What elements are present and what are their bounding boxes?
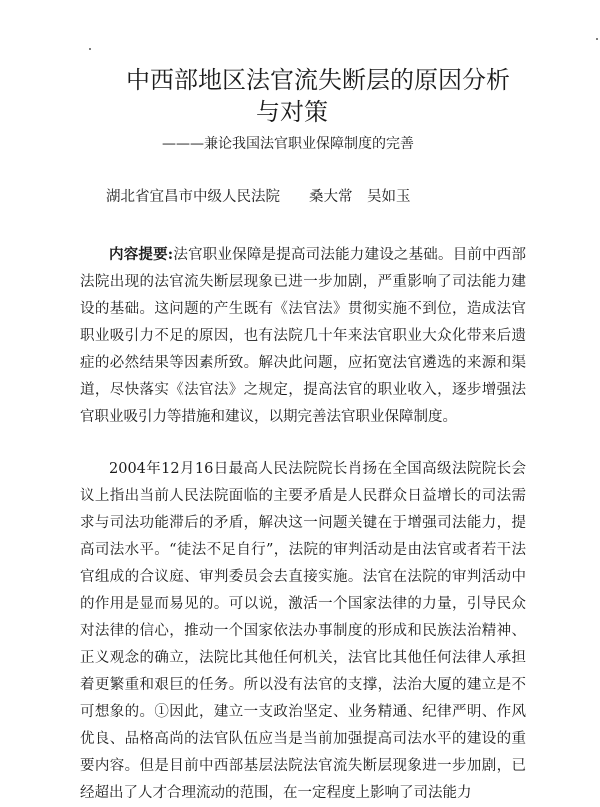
paper-title-line-2: 与对策 [256, 98, 328, 126]
scan-speck-mark [89, 48, 91, 50]
abstract-text: 法官职业保障是提高司法能力建设之基础。目前中西部法院出现的法官流失断层现象已进一步加剧，严重影响了司法能力建设的基础。这问题的产生既有《法官法》贯彻实施不到位，造成法官职业吸引力不足的原因，也有法院几十年来法官职业大众化带来后遗症的必然结果等因素所致。解决此问题，应拓宽法官遴选的来源和渠道，尽快落实《法官法》之规定，提高法官的职业收入，逐步增强法官职业吸引力等措施和建议，以期完善法官职业保障制度。 [80, 247, 527, 425]
author-line: 湖北省宜昌市中级人民法院 桑大常 吴如玉 [106, 189, 411, 205]
paper-subtitle: ———兼论我国法官职业保障制度的完善 [162, 136, 414, 152]
abstract-label: 内容提要: [109, 246, 174, 263]
paper-title-line-1: 中西部地区法官流失断层的原因分析 [126, 66, 510, 94]
abstract-paragraph [80, 241, 526, 431]
scan-speck-mark [596, 38, 598, 40]
body-paragraph-1: 2004年12月16日最高人民法院院长肖扬在全国高级法院院长会议上指出当前人民法院面临的主要矛盾是人民群众日益增长的司法需求与司法功能滞后的矛盾，解决这一问题关键在于增强司法能力，提高司法水平。“徒法不足自行”，法院的审判活动是由法官或者若干法官组成的合议庭、审判委员会去直接实施。法官在法院的审判活动中的作用是显而易见的。可以说，激活一个国家法律的力量，引导民众对法律的信心，推动一个国家依法办事制度的形成和民族法治精神、正义观念的确立，法院比其他任何机关，法官比其他任何法律人承担着更繁重和艰巨的任务。所以没有法官的支撑，法治大厦的建立是不可想象的。①因此，建立一支政治坚定、业务精通、纪律严明、作风优良、品格高尚的法官队伍应当是当前加强提高司法水平的建设的重要内容。但是目前中西部基层法院法官流失断层现象进一步加剧，已经超出了人才合理流动的范围，在一定程度上影响了司法能力 [80, 461, 526, 801]
